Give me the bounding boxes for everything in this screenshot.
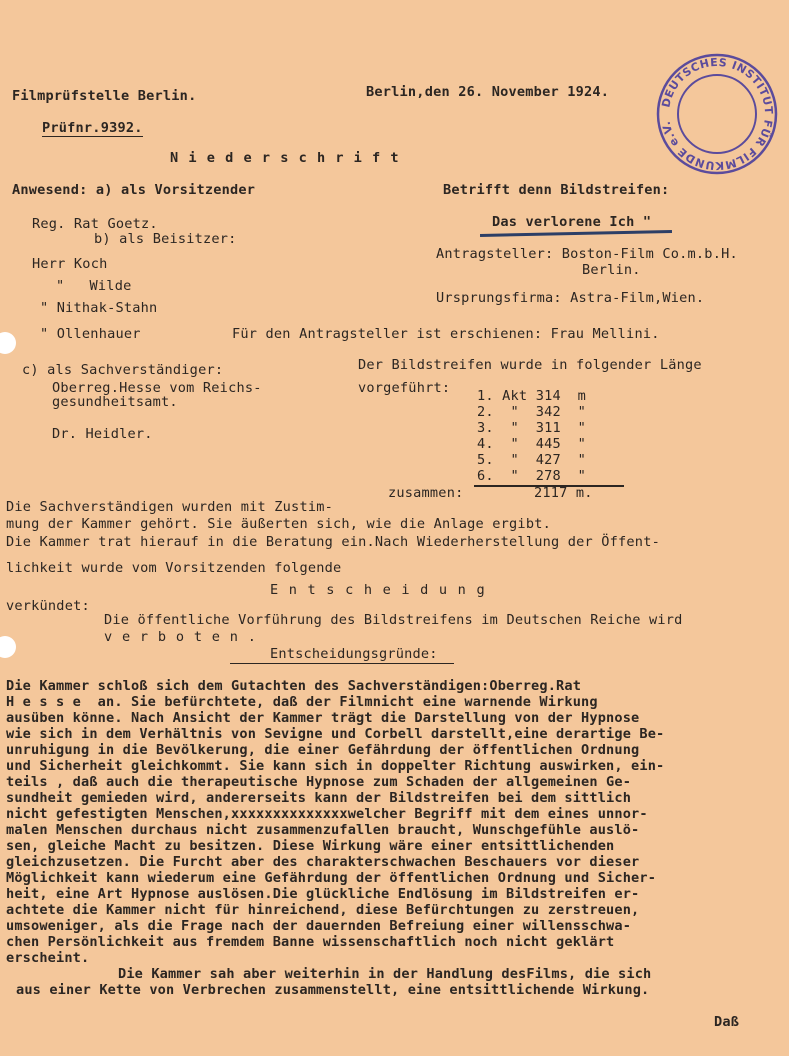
film-title: Das verlorene Ich " xyxy=(492,214,652,230)
reasons-para2-line-1: Die Kammer sah aber weiterhin in der Handlung desFilms, die sich xyxy=(118,966,652,982)
reasons-line-1: Die Kammer schloß sich dem Gutachten des Sachverständigen:Oberreg.Rat xyxy=(6,678,582,694)
reasons-line-12: gleichzusetzen. Die Furcht aber des charakterschwachen Beschauers vor dieser xyxy=(6,854,640,870)
assessor-1: Herr Koch xyxy=(32,256,108,272)
reasons-line-13: Möglichkeit kann wiederum eine Gefährdung der öffentlichen Ordnung und Sicher- xyxy=(6,870,657,886)
document-title: N i e d e r s c h r i f t xyxy=(170,150,400,166)
reasons-line-14: heit, eine Art Hypnose auslösen.Die glückliche Endlösung im Bildstreifen er- xyxy=(6,886,640,902)
reasons-line-4: wie sich in dem Verhältnis von Sevigne und Corbell darstellt,eine derartige Be- xyxy=(6,726,665,742)
expert-1-line2: gesundheitsamt. xyxy=(52,394,178,410)
exam-number: Prüfnr.9392. xyxy=(42,120,143,136)
reasons-line-17: chen Persönlichkeit aus fremdem Banne wissenschaftlich noch nicht geklärt xyxy=(6,934,615,950)
experts-label: c) als Sachverständiger: xyxy=(22,362,224,378)
act-3: 3. " 311 " xyxy=(477,420,586,436)
reasons-para2-line-2: aus einer Kette von Verbrechen zusammenstellt, eine entsittlichende Wirkung. xyxy=(16,982,650,998)
place-date: Berlin,den 26. November 1924. xyxy=(366,84,610,100)
subject-label: Betrifft denn Bildstreifen: xyxy=(443,182,670,198)
decision-text-2: v e r b o t e n . xyxy=(104,629,257,645)
origin-row xyxy=(436,290,704,306)
authority: Filmprüfstelle Berlin. xyxy=(12,88,197,104)
assessor-4: " Ollenhauer xyxy=(40,326,141,342)
punch-hole-top xyxy=(0,332,16,354)
expert-2: Dr. Heidler. xyxy=(52,426,153,442)
reasons-line-18: erscheint. xyxy=(6,950,90,966)
svg-text:DEUTSCHES INSTITUT FÜR FILMKUN xyxy=(659,56,775,172)
film-title-underline xyxy=(480,230,672,237)
act-1: 1. Akt 314 m xyxy=(477,388,586,404)
assessor-3: " Nithak-Stahn xyxy=(40,300,158,316)
act-5: 5. " 427 " xyxy=(477,452,586,468)
stamp-text: DEUTSCHES INSTITUT FÜR FILMKUNDE e.V. xyxy=(659,55,776,173)
applicant-row xyxy=(436,246,738,262)
reasons-line-16: umsoweniger, als die Frage nach der dauernden Befreiung einer willensschwa- xyxy=(6,918,632,934)
assessor-2: " Wilde xyxy=(56,278,132,294)
page-catchword: Daß xyxy=(714,1014,740,1030)
decision-announced: verkündet: xyxy=(6,598,90,614)
proceedings-1: Die Sachverständigen wurden mit Zustim- xyxy=(6,499,333,515)
punch-hole-bottom xyxy=(0,636,16,658)
reasons-line-5: unruhigung in die Bevölkerung, die einer Gefährdung der öffentlichen Ordnung xyxy=(6,742,640,758)
reasons-line-9: nicht gefestigten Menschen,xxxxxxxxxxxxxxwelcher Begriff mit dem eines unnor- xyxy=(6,806,648,822)
reasons-line-8: sundheit gemieden wird, andererseits kann der Bildstreifen bei dem sittlich xyxy=(6,790,632,806)
decision-heading: E n t s c h e i d u n g xyxy=(270,582,486,598)
proceedings-4: lichkeit wurde vom Vorsitzenden folgende xyxy=(6,560,342,576)
act-4: 4. " 445 " xyxy=(477,436,586,452)
reasons-line-6: und Sicherheit gleichkommt. Sie kann sich in doppelter Richtung auswirken, ein- xyxy=(6,758,665,774)
reasons-heading: Entscheidungsgründe: xyxy=(230,646,454,664)
applicant-city: Berlin. xyxy=(582,262,641,278)
institute-stamp xyxy=(655,52,779,176)
act-2: 2. " 342 " xyxy=(477,404,586,420)
applicant: Boston-Film Co.m.b.H. xyxy=(561,246,738,262)
reasons-line-15: achtete die Kammer nicht für hinreichend, diese Befürchtungen zu zerstreuen, xyxy=(6,902,640,918)
lengths-intro-1: Der Bildstreifen wurde in folgender Länge xyxy=(358,357,702,373)
total-label: zusammen: xyxy=(388,485,464,501)
lengths-intro-2: vorgeführt: xyxy=(358,380,451,396)
reasons-line-7: teils , daß auch die therapeutische Hypnose zum Schaden der allgemeinen Ge- xyxy=(6,774,632,790)
decision-text-1: Die öffentliche Vorführung des Bildstreifens im Deutschen Reiche wird xyxy=(104,612,683,628)
origin: Astra-Film,Wien. xyxy=(570,290,705,306)
expert-1-line1: Oberreg.Hesse vom Reichs- xyxy=(52,380,262,396)
reasons-line-2: H e s s e an. Sie befürchtete, daß der Filmnicht eine warnende Wirkung xyxy=(6,694,598,710)
chair-name: Reg. Rat Goetz. xyxy=(32,216,158,232)
origin-label: Ursprungsfirma: xyxy=(436,290,562,306)
proceedings-3: Die Kammer trat hierauf in die Beratung ein.Nach Wiederherstellung der Öffent- xyxy=(6,534,660,550)
reasons-line-11: sen, gleiche Macht zu besitzen. Diese Wirkung wäre einer entsittlichenden xyxy=(6,838,615,854)
total-length: 2117 m. xyxy=(534,485,593,501)
reasons-line-3: ausüben könne. Nach Ansicht der Kammer trägt die Darstellung von der Hypnose xyxy=(6,710,640,726)
assessors-label: b) als Beisitzer: xyxy=(94,231,237,247)
act-6: 6. " 278 " xyxy=(477,468,586,484)
appeared: Für den Antragsteller ist erschienen: Frau Mellini. xyxy=(232,326,660,342)
applicant-label: Antragsteller: xyxy=(436,246,554,262)
present-label: Anwesend: a) als Vorsitzender xyxy=(12,182,256,198)
reasons-line-10: malen Menschen durchaus nicht zusammenzufallen braucht, Wunschgefühle auslö- xyxy=(6,822,640,838)
proceedings-2: mung der Kammer gehört. Sie äußerten sich, wie die Anlage ergibt. xyxy=(6,516,551,532)
